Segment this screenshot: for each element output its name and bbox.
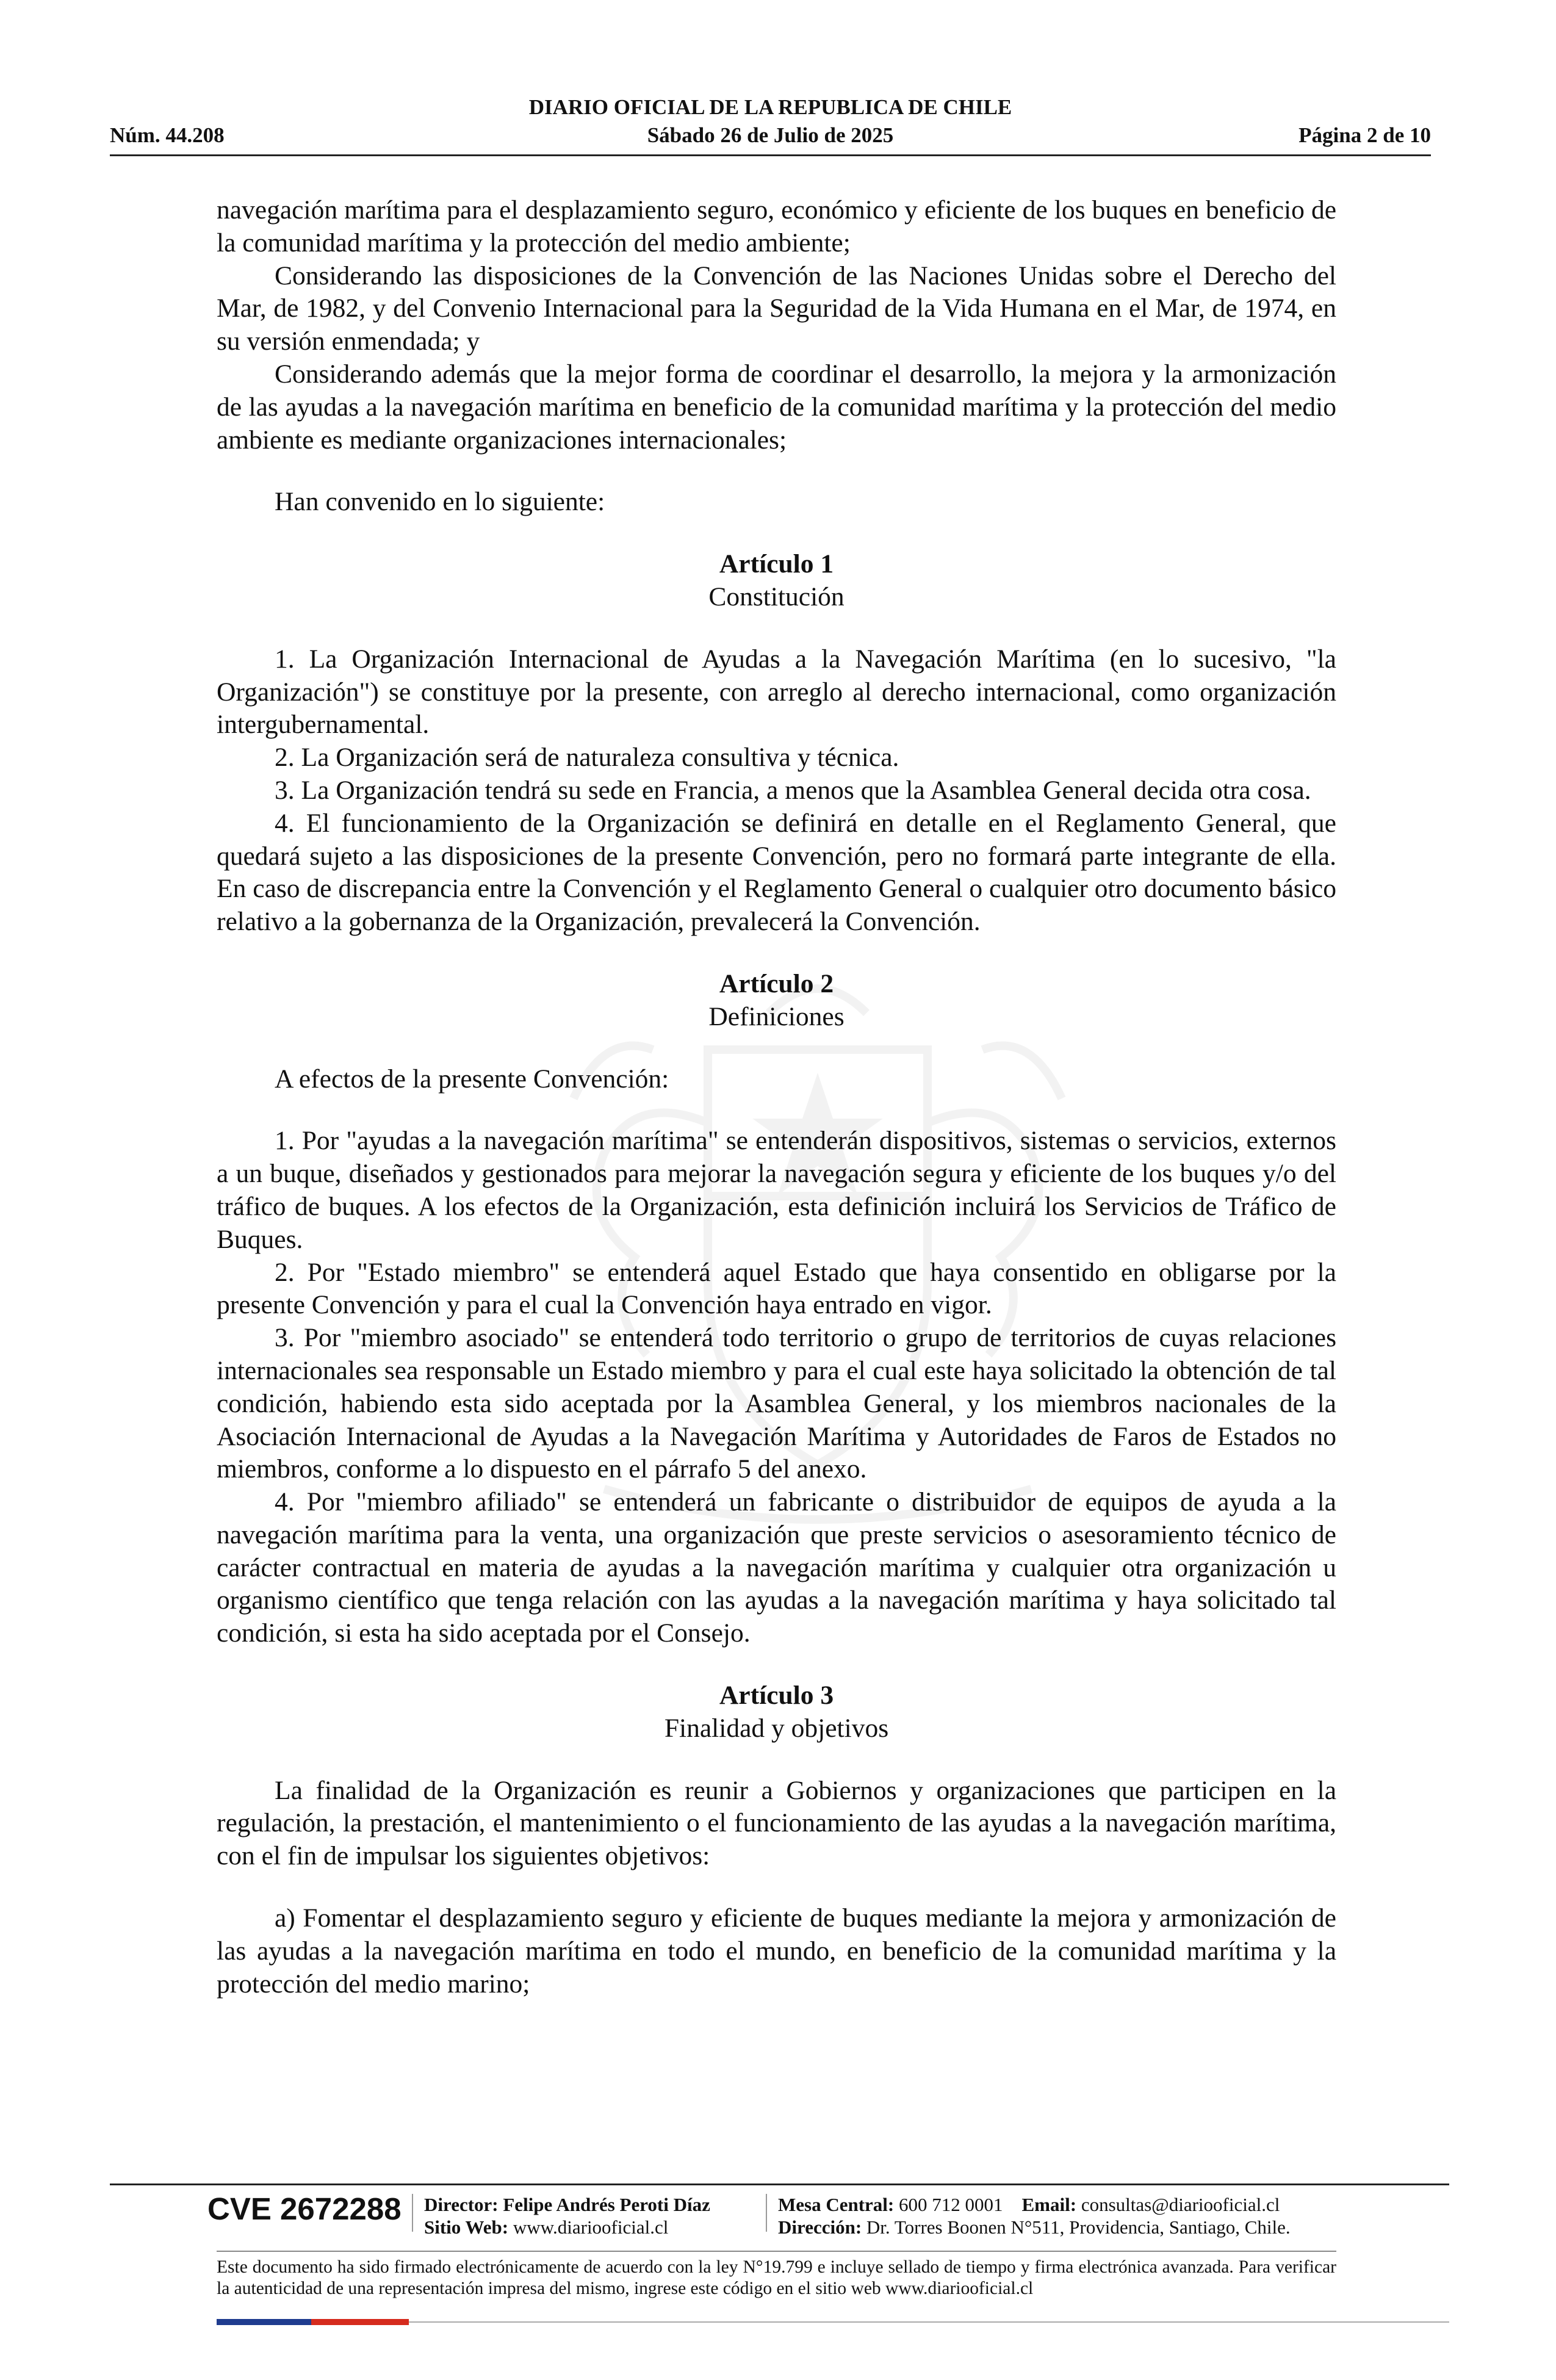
director-label: Director: xyxy=(424,2194,499,2215)
page-number: Página 2 de 10 xyxy=(1298,123,1431,147)
mesa-central-label: Mesa Central: xyxy=(778,2194,895,2215)
article-subtitle: Finalidad y objetivos xyxy=(664,1713,889,1743)
paragraph: 4. El funcionamiento de la Organización se definirá en detalle en el Reglamento General, que quedará sujeto a las disposiciones de la presente Convención, pero no formará parte integrante de ella. En caso de discrepancia entre la Convención y el Reglamento General o cualquier otro documento básico relativo a la gobernanza de la Organización, prevalecerá la Convención. xyxy=(217,808,1336,937)
footer-divider xyxy=(110,2183,1449,2185)
article-heading: Artículo 1 xyxy=(719,549,834,579)
paragraph: Considerando además que la mejor forma de coordinar el desarrollo, la mejora y la armonización de las ayudas a la navegación marítima en beneficio de la comunidad marítima y la protección del medio ambiente es mediante organizaciones internacionales; xyxy=(217,359,1336,455)
mesa-central-value: 600 712 0001 xyxy=(899,2194,1003,2215)
issue-number: Núm. 44.208 xyxy=(110,123,225,147)
paragraph: 2. Por "Estado miembro" se entenderá aquel Estado que haya consentido en obligarse por la presente Convención y para el cual la Convención haya entrado en vigor. xyxy=(217,1257,1336,1320)
issue-date: Sábado 26 de Julio de 2025 xyxy=(647,123,894,147)
paragraph: 2. La Organización será de naturaleza consultiva y técnica. xyxy=(275,743,899,773)
website-link[interactable]: www.diariooficial.cl xyxy=(513,2216,669,2238)
paragraph: 3. Por "miembro asociado" se entenderá todo territorio o grupo de territorios de cuyas relaciones internacionales sea responsable un Estado miembro y para el cual este haya solicitado la obtención de tal condición, habiendo esta sido aceptada por la Asamblea General, y los miembros nacionales de la Asociación Internacional de Ayudas a la Navegación Marítima y Autoridades de Faros de Estados no miembros, conforme a lo dispuesto en el párrafo 5 del anexo. xyxy=(217,1323,1336,1484)
website-label: Sitio Web: xyxy=(424,2216,509,2238)
address-value: Dr. Torres Boonen N°511, Providencia, Santiago, Chile. xyxy=(866,2216,1291,2238)
paragraph: 4. Por "miembro afiliado" se entenderá un fabricante o distribuidor de equipos de ayuda a la navegación marítima para la venta, una organización que preste servicios o asesoramiento técnico de carácter contractual en materia de ayudas a la navegación marítima y cualquier otra organización u organismo científico que tenga relación con las ayudas a la navegación marítima y haya solicitado tal condición, si esta ha sido aceptada por el Consejo. xyxy=(217,1487,1336,1648)
header-divider xyxy=(110,154,1431,156)
cve-code: CVE 2672288 xyxy=(207,2191,402,2226)
email-link[interactable]: consultas@diariooficial.cl xyxy=(1081,2194,1280,2215)
footer-director-block xyxy=(424,2193,710,2238)
page-header xyxy=(110,95,1431,156)
paragraph: 1. Por "ayudas a la navegación marítima" se entenderán dispositivos, sistemas o servicios, externos a un buque, diseñados y gestionados para mejorar la navegación segura y eficiente de los buques y/o del tráfico de buques. A los efectos de la Organización, esta definición incluirá los Servicios de Tráfico de Buques. xyxy=(217,1126,1336,1254)
footer-bottom-line xyxy=(409,2321,1449,2323)
director-name: Felipe Andrés Peroti Díaz xyxy=(503,2194,710,2215)
footer-separator xyxy=(766,2194,767,2232)
paragraph: 1. La Organización Internacional de Ayudas a la Navegación Marítima (en lo sucesivo, "la Organización") se constituye por la presente, con arreglo al derecho internacional, como organización intergubernamental. xyxy=(217,644,1336,740)
flag-stripe xyxy=(217,2319,409,2325)
document-body xyxy=(217,194,1336,2000)
paragraph: navegación marítima para el desplazamiento seguro, económico y eficiente de los buques en beneficio de la comunidad marítima y la protección del medio ambiente; xyxy=(217,195,1336,258)
paragraph: Considerando las disposiciones de la Convención de las Naciones Unidas sobre el Derecho del Mar, de 1982, y del Convenio Internacional para la Seguridad de la Vida Humana en el Mar, de 1974, en su versión enmendada; y xyxy=(217,261,1336,356)
email-label: Email: xyxy=(1021,2194,1077,2215)
paragraph: A efectos de la presente Convención: xyxy=(275,1064,669,1094)
paragraph: a) Fomentar el desplazamiento seguro y eficiente de buques mediante la mejora y armonización de las ayudas a la navegación marítima en todo el mundo, en beneficio de la comunidad marítima y la protección del medio marino; xyxy=(217,1903,1336,1999)
article-subtitle: Definiciones xyxy=(708,1001,845,1031)
signature-note: Este documento ha sido firmado electrónicamente de acuerdo con la ley N°19.799 e incluye sellado de tiempo y firma electrónica avanzada. Para verificar la autenticidad de una representación impresa del mismo, ingrese este código en el sitio web www.diariooficial.cl xyxy=(217,2257,1336,2298)
footer-separator xyxy=(412,2194,413,2232)
paragraph: 3. La Organización tendrá su sede en Francia, a menos que la Asamblea General decida otra cosa. xyxy=(275,775,1311,805)
paragraph: Han convenido en lo siguiente: xyxy=(275,487,605,517)
article-heading: Artículo 2 xyxy=(719,968,834,998)
paragraph: La finalidad de la Organización es reunir a Gobiernos y organizaciones que participen en la regulación, la prestación, el mantenimiento o el funcionamiento de las ayudas a la navegación marítima, con el fin de impulsar los siguientes objetivos: xyxy=(217,1775,1336,1871)
footer-contact-block xyxy=(778,2193,1291,2238)
address-label: Dirección: xyxy=(778,2216,862,2238)
newspaper-title: DIARIO OFICIAL DE LA REPUBLICA DE CHILE xyxy=(528,95,1012,119)
article-heading: Artículo 3 xyxy=(719,1681,834,1711)
article-subtitle: Constitución xyxy=(708,582,845,611)
footer-divider xyxy=(217,2251,1336,2252)
